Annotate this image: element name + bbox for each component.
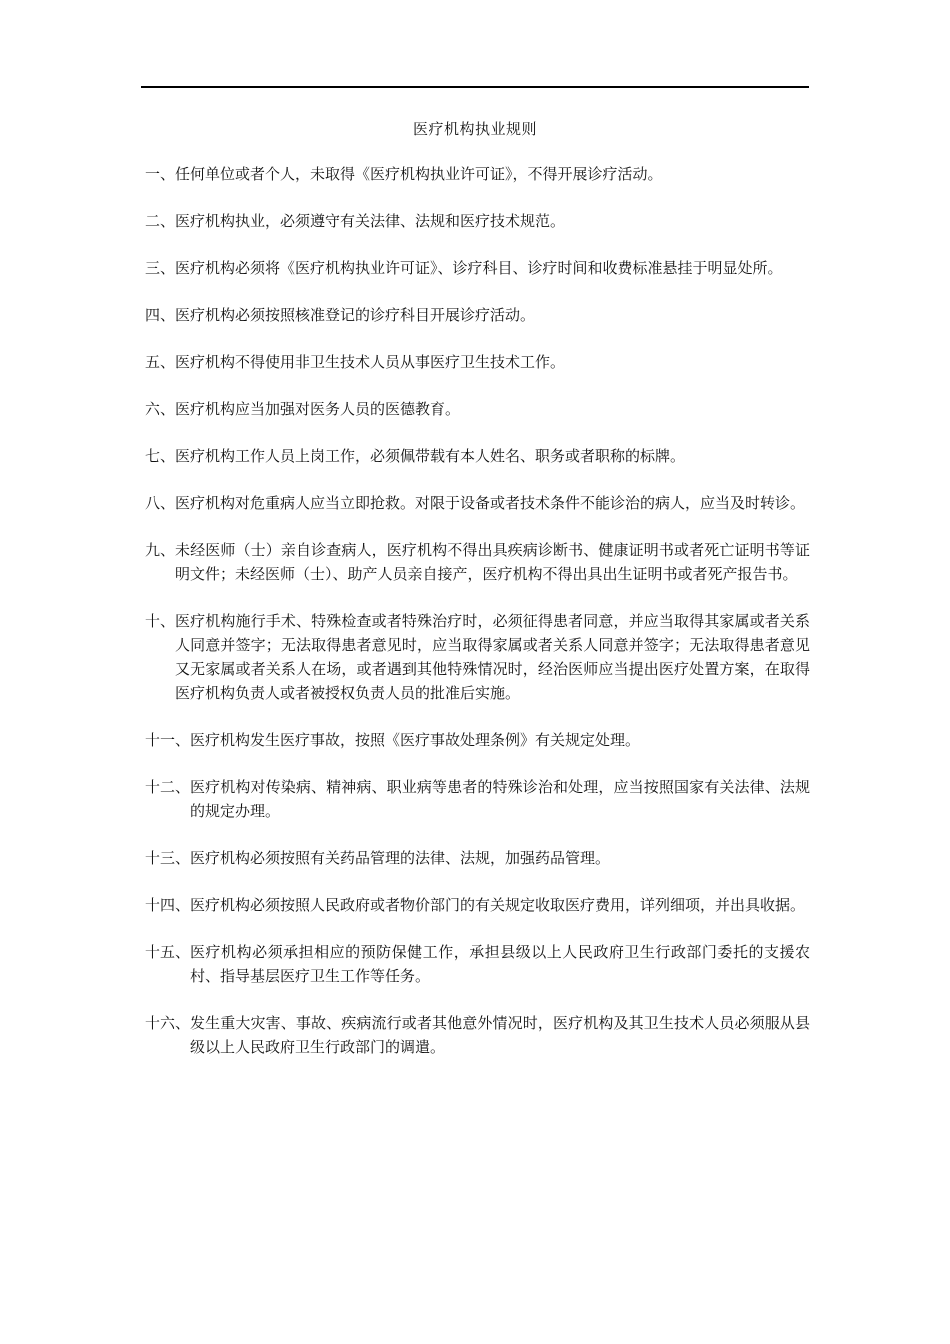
rule-item [145,209,810,233]
rule-item [145,491,810,515]
rule-item [145,162,810,186]
rule-item [145,538,810,586]
rule-number: 八、 [145,494,176,512]
rule-text: 医疗机构必须将《医疗机构执业许可证》、诊疗科目、诊疗时间和收费标准悬挂于明显处所。 [175,259,783,277]
rule-text: 医疗机构发生医疗事故，按照《医疗事故处理条例》有关规定处理。 [190,731,641,749]
rules-list [145,162,810,1082]
rule-number: 三、 [145,259,176,277]
rule-text: 医疗机构必须按照核准登记的诊疗科目开展诊疗活动。 [175,306,536,324]
rule-number: 十五、 [145,943,191,961]
rule-number: 二、 [145,212,176,230]
rule-item [145,1011,810,1059]
rule-item [145,397,810,421]
rule-text: 医疗机构对危重病人应当立即抢救。对限于设备或者技术条件不能诊治的病人，应当及时转诊。 [175,494,806,512]
rule-number: 十一、 [145,731,191,749]
rule-text: 医疗机构工作人员上岗工作，必须佩带载有本人姓名、职务或者职称的标牌。 [175,447,686,465]
rule-item [145,444,810,468]
rule-number: 十二、 [145,778,191,796]
rule-item [145,303,810,327]
rule-text: 未经医师（士）亲自诊查病人，医疗机构不得出具疾病诊断书、健康证明书或者死亡证明书等证明文件；未经医师（士）、助产人员亲自接产，医疗机构不得出具出生证明书或者死产报告书。 [175,541,810,583]
rule-text: 医疗机构不得使用非卫生技术人员从事医疗卫生技术工作。 [175,353,566,371]
rule-item [145,609,810,705]
rule-item [145,846,810,870]
rule-number: 十四、 [145,896,191,914]
rule-text: 医疗机构对传染病、精神病、职业病等患者的特殊诊治和处理，应当按照国家有关法律、法规的规定办理。 [190,778,810,820]
rule-text: 医疗机构必须按照有关药品管理的法律、法规，加强药品管理。 [190,849,611,867]
rule-number: 五、 [145,353,176,371]
rule-number: 四、 [145,306,176,324]
rule-text: 医疗机构应当加强对医务人员的医德教育。 [175,400,461,418]
rule-number: 七、 [145,447,176,465]
rule-number: 十三、 [145,849,191,867]
document-title: 医疗机构执业规则 [412,120,537,138]
rule-number: 一、 [145,165,176,183]
rule-item [145,893,810,917]
rule-text: 医疗机构执业，必须遵守有关法律、法规和医疗技术规范。 [175,212,566,230]
rule-text: 任何单位或者个人，未取得《医疗机构执业许可证》，不得开展诊疗活动。 [175,165,663,183]
rule-number: 九、 [145,541,176,559]
rule-text: 医疗机构必须按照人民政府或者物价部门的有关规定收取医疗费用，详列细项，并出具收据。 [190,896,806,914]
rule-item [145,256,810,280]
rule-number: 六、 [145,400,176,418]
rule-item [145,940,810,988]
rule-item [145,728,810,752]
rule-item [145,775,810,823]
rule-number: 十六、 [145,1014,191,1032]
rule-item [145,350,810,374]
rule-text: 发生重大灾害、事故、疾病流行或者其他意外情况时，医疗机构及其卫生技术人员必须服从县级以上人民政府卫生行政部门的调遣。 [190,1014,810,1056]
rule-text: 医疗机构施行手术、特殊检查或者特殊治疗时，必须征得患者同意，并应当取得其家属或者关系人同意并签字；无法取得患者意见时，应当取得家属或者关系人同意并签字；无法取得患者意见又无家属或者关系人在场，或者遇到其他特殊情况时，经治医师应当提出医疗处置方案，在取得医疗机构负责人或者被授权负责人员的批准后实施。 [175,612,810,702]
header-rule [141,86,809,88]
rule-number: 十、 [145,612,176,630]
rule-text: 医疗机构必须承担相应的预防保健工作，承担县级以上人民政府卫生行政部门委托的支援农村、指导基层医疗卫生工作等任务。 [190,943,810,985]
